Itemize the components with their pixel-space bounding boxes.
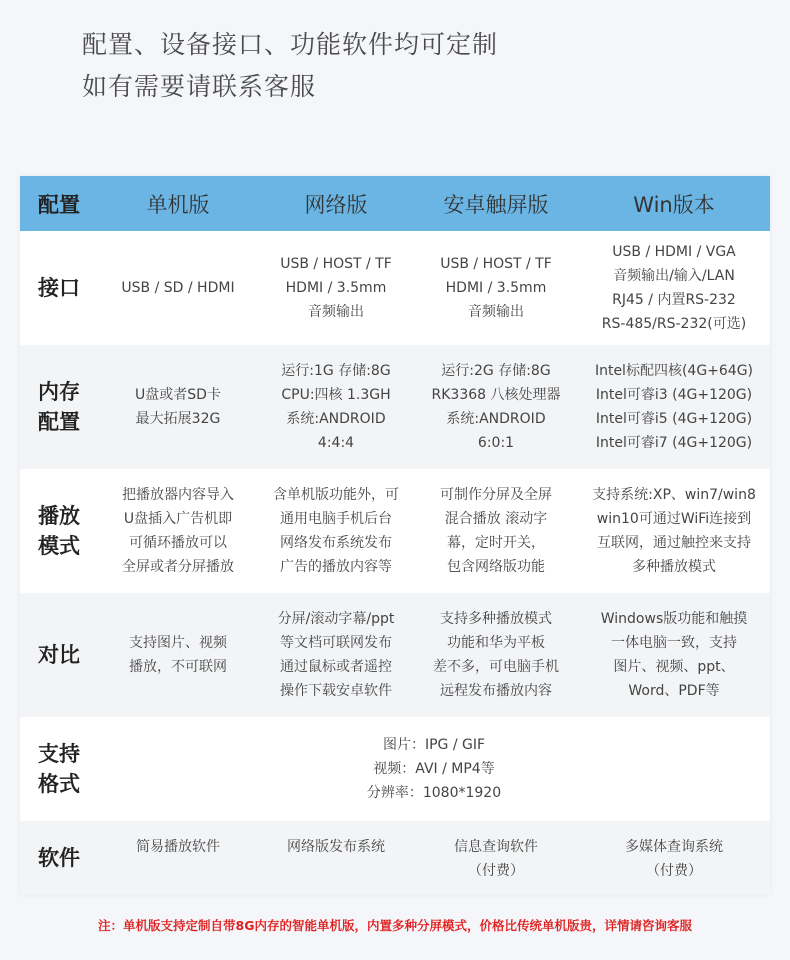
table-cell: 支持系统:XP、win7/win8 win10可通过WiFi连接到 互联网，通过触控来支持 多种播放模式: [592, 487, 756, 575]
table-cell: Windows版功能和触摸 一体电脑一致，支持 图片、视频、ppt、 Word、PDF等: [578, 593, 770, 717]
table-row-comparison: [20, 593, 770, 717]
table-row-memory: [20, 345, 770, 469]
table-cell: Intel标配四核(4G+64G) Intel可睿i3 (4G+120G) Intel可睿i5 (4G+120G) Intel可睿i7 (4G+120G): [578, 345, 770, 469]
formats-cell: 图片：IPG / GIF 视频：AVI / MP4等 分辨率：1080*1920: [366, 737, 502, 801]
headline: [82, 24, 498, 108]
table-cell: USB / HDMI / VGA 音频输出/输入/LAN RJ45 / 内置RS-232 RS-485/RS-232(可选): [601, 244, 747, 332]
table-cell: 信息查询软件 （付费）: [414, 821, 578, 895]
table-cell: 多媒体查询系统 （付费）: [578, 821, 770, 895]
table-cell: USB / SD / HDMI: [121, 280, 235, 296]
header-windows: Win版本: [578, 176, 770, 231]
header-network: 网络版: [258, 176, 414, 231]
header-config: 配置: [20, 176, 98, 231]
headline-line-2: 如有需要请联系客服: [82, 72, 317, 101]
row-label-formats: 支持 格式: [38, 742, 80, 796]
row-label-software: 软件: [20, 821, 98, 895]
table-cell: 把播放器内容导入 U盘插入广告机即 可循环播放可以 全屏或者分屏播放: [122, 487, 234, 575]
header-android-touch: 安卓触屏版: [414, 176, 578, 231]
table-row-playback: [20, 469, 770, 593]
table-cell: 运行:2G 存储:8G RK3368 八核处理器 系统:ANDROID 6:0:1: [414, 345, 578, 469]
footnote: 注：单机版支持定制自带8G内存的智能单机版，内置多种分屏模式，价格比传统单机版贵，详情请咨询客服: [98, 918, 692, 933]
spec-comparison-table: [20, 176, 770, 895]
header-standalone: 单机版: [98, 176, 258, 231]
row-label-memory: 内存 配置: [20, 345, 98, 469]
table-row-interface: [20, 231, 770, 345]
row-label-comparison: 对比: [20, 593, 98, 717]
table-cell: 支持多种播放模式 功能和华为平板 差不多，可电脑手机 远程发布播放内容: [414, 593, 578, 717]
table-cell: 简易播放软件: [98, 821, 258, 895]
headline-line-1: 配置、设备接口、功能软件均可定制: [82, 30, 499, 59]
row-label-interface: 接口: [38, 276, 80, 300]
table-cell: USB / HOST / TF HDMI / 3.5mm 音频输出: [440, 256, 552, 320]
table-cell: 可制作分屏及全屏 混合播放 滚动字 幕，定时开关， 包含网络版功能: [440, 487, 552, 575]
table-cell: USB / HOST / TF HDMI / 3.5mm 音频输出: [280, 256, 392, 320]
table-cell: 分屏/滚动字幕/ppt 等文档可联网发布 通过鼠标或者遥控 操作下载安卓软件: [258, 593, 414, 717]
table-cell: 含单机版功能外，可 通用电脑手机后台 网络发布系统发布 广告的播放内容等: [273, 487, 399, 575]
table-cell: 运行:1G 存储:8G CPU:四核 1.3GH 系统:ANDROID 4:4:4: [258, 345, 414, 469]
table-header-row: [20, 176, 770, 231]
table-row-software: [20, 821, 770, 895]
table-cell: U盘或者SD卡 最大拓展32G: [98, 345, 258, 469]
table-cell: 网络版发布系统: [258, 821, 414, 895]
table-cell: 支持图片、视频 播放，不可联网: [98, 593, 258, 717]
table-row-formats: [20, 717, 770, 821]
row-label-playback: 播放 模式: [38, 504, 80, 558]
